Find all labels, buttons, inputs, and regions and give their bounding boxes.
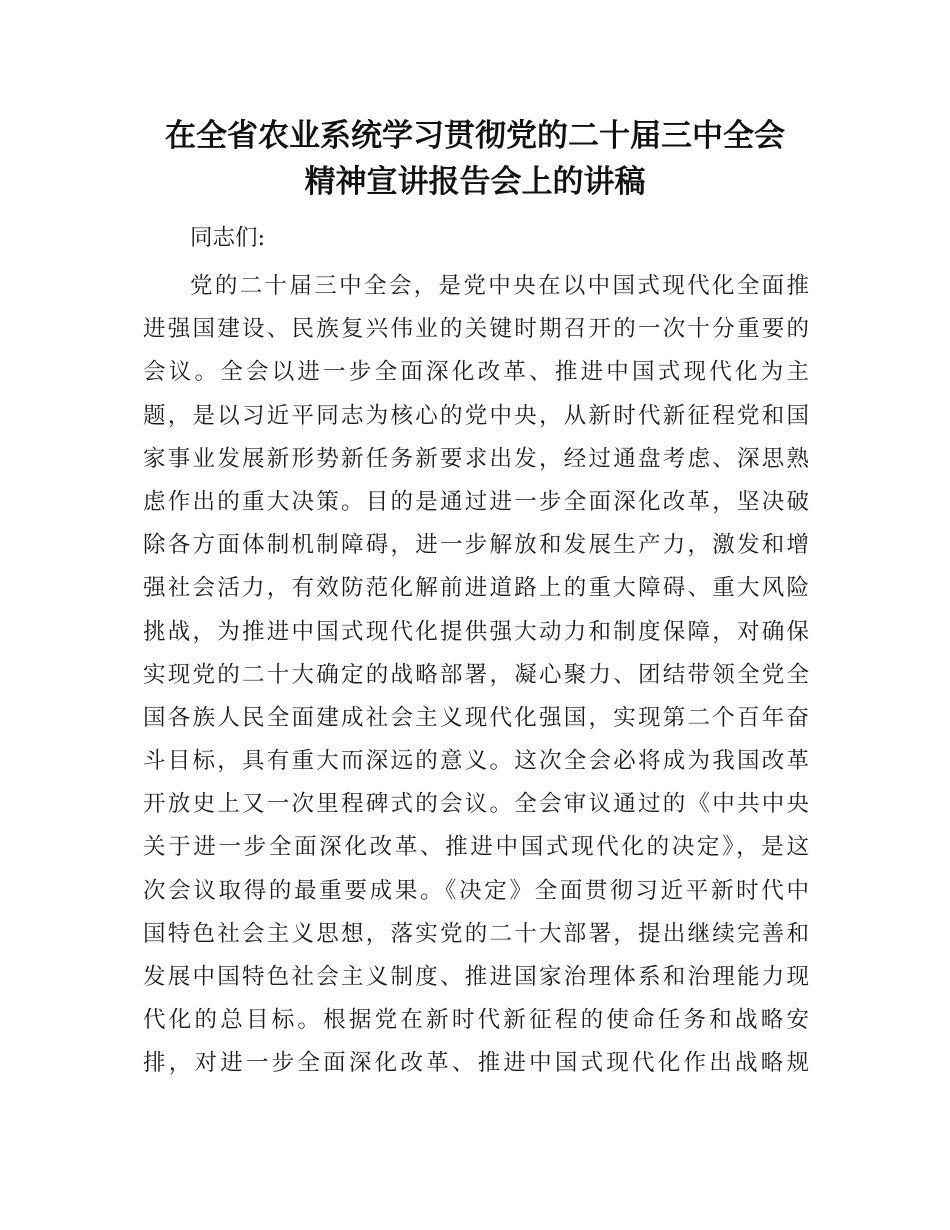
document-title-line-2: 精神宣讲报告会上的讲稿 xyxy=(304,164,646,200)
body-line: 党的二十届三中全会，是党中央在以中国式现代化全面推 xyxy=(190,273,809,299)
body-line: 发展中国特色社会主义制度、推进国家治理体系和治理能力现 xyxy=(143,964,809,990)
body-line: 虑作出的重大决策。目的是通过进一步全面深化改革，坚决破 xyxy=(143,488,809,515)
body-line: 家事业发展新形势新任务新要求出发，经过通盘考虑、深思熟 xyxy=(143,445,809,472)
body-line: 会议。全会以进一步全面深化改革、推进中国式现代化为主 xyxy=(143,359,809,386)
body-paragraph xyxy=(143,265,809,1086)
body-line: 强社会活力，有效防范化解前进道路上的重大障碍、重大风险 xyxy=(143,575,809,602)
body-line: 代化的总目标。根据党在新时代新征程的使命任务和战略安 xyxy=(143,1007,809,1034)
body-line: 次会议取得的最重要成果。《决定》全面贯彻习近平新时代中 xyxy=(143,877,809,904)
body-line: 国各族人民全面建成社会主义现代化强国，实现第二个百年奋 xyxy=(143,704,809,731)
body-line: 开放史上又一次里程碑式的会议。全会审议通过的《中共中央 xyxy=(143,791,809,818)
body-line: 题，是以习近平同志为核心的党中央，从新时代新征程党和国 xyxy=(143,402,809,429)
body-line: 挑战，为推进中国式现代化提供强大动力和制度保障，对确保 xyxy=(143,618,809,645)
body-line: 除各方面体制机制障碍，进一步解放和发展生产力，激发和增 xyxy=(143,532,809,559)
body-line: 排，对进一步全面深化改革、推进中国式现代化作出战略规 xyxy=(143,1050,809,1077)
body-line: 国特色社会主义思想，落实党的二十大部署，提出继续完善和 xyxy=(143,920,809,947)
salutation: 同志们: xyxy=(190,225,266,251)
body-line: 斗目标，具有重大而深远的意义。这次全会必将成为我国改革 xyxy=(143,748,809,775)
body-line: 实现党的二十大确定的战略部署，凝心聚力、团结带领全党全 xyxy=(143,661,809,688)
document-title-line-1: 在全省农业系统学习贯彻党的二十届三中全会 xyxy=(165,118,785,154)
body-line: 关于进一步全面深化改革、推进中国式现代化的决定》，是这 xyxy=(143,834,809,861)
body-line: 进强国建设、民族复兴伟业的关键时期召开的一次十分重要的 xyxy=(143,316,809,343)
